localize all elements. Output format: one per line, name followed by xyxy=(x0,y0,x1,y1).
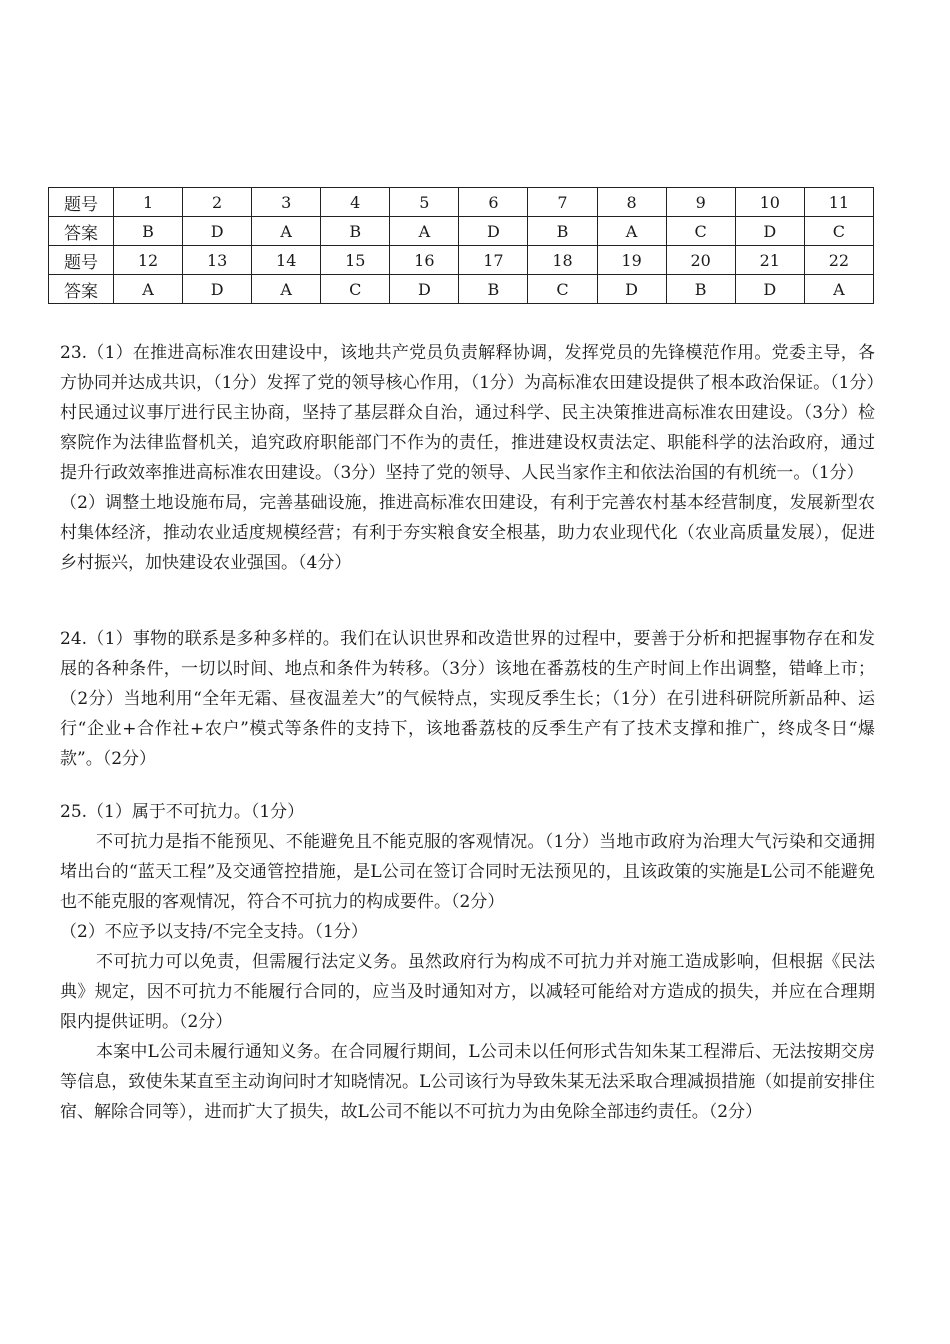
table-cell: A xyxy=(597,217,666,246)
table-cell: A xyxy=(114,275,183,304)
table-cell: B xyxy=(321,217,390,246)
table-cell: C xyxy=(528,275,597,304)
table-cell: D xyxy=(735,275,804,304)
table-cell: B xyxy=(666,275,735,304)
q25-part2: （2）不应予以支持/不完全支持。（1分） xyxy=(60,922,368,942)
row-header: 答案 xyxy=(49,275,114,304)
q23-part1: 23.（1）在推进高标准农田建设中，该地共产党员负责解释协调，发挥党员的先锋模范作用。党委主导，各方协同并达成共识，（1分）发挥了党的领导核心作用，（1分）为高标准农田建设提供了根本政治保证。（1分）村民通过议事厅进行民主协商，坚持了基层群众自治，通过科学、民主决策推进高标准农田建设。（3分）检察院作为法律监督机关，追究政府职能部门不作为的责任，推进建设权责法定、职能科学的法治政府，通过提升行政效率推进高标准农田建设。（3分）坚持了党的领导、人民当家作主和依法治国的有机统一。（1分） xyxy=(60,343,875,483)
table-cell: 12 xyxy=(114,246,183,275)
table-cell: 6 xyxy=(459,188,528,217)
table-cell: D xyxy=(390,275,459,304)
table-cell: 21 xyxy=(735,246,804,275)
table-cell: D xyxy=(735,217,804,246)
table-cell: 11 xyxy=(804,188,873,217)
table-cell: A xyxy=(252,217,321,246)
table-row xyxy=(49,188,874,217)
table-cell: 4 xyxy=(321,188,390,217)
q25-part2-explanation-b: 本案中L公司未履行通知义务。在合同履行期间，L公司未以任何形式告知朱某工程滞后、无法按期交房等信息，致使朱某直至主动询问时才知晓情况。L公司该行为导致朱某无法采取合理减损措施（如提前安排住宿、解除合同等），进而扩大了损失，故L公司不能以不可抗力为由免除全部违约责任。（2分） xyxy=(60,1042,875,1122)
row-header: 答案 xyxy=(49,217,114,246)
table-cell: 2 xyxy=(183,188,252,217)
table-row xyxy=(49,275,874,304)
q25-part1-explanation: 不可抗力是指不能预见、不能避免且不能克服的客观情况。（1分）当地市政府为治理大气污染和交通拥堵出台的“蓝天工程”及交通管控措施，是L公司在签订合同时无法预见的，且该政策的实施是L公司不能避免也不能克服的客观情况，符合不可抗力的构成要件。（2分） xyxy=(60,832,875,912)
table-cell: A xyxy=(804,275,873,304)
table-cell: 14 xyxy=(252,246,321,275)
table-cell: 3 xyxy=(252,188,321,217)
table-cell: 1 xyxy=(114,188,183,217)
q24-part1: 24.（1）事物的联系是多种多样的。我们在认识世界和改造世界的过程中，要善于分析和把握事物存在和发展的各种条件，一切以时间、地点和条件为转移。（3分）该地在番荔枝的生产时间上作出调整，错峰上市；（2分）当地利用“全年无霜、昼夜温差大”的气候特点，实现反季生长；（1分）在引进科研院所新品种、运行“企业+合作社+农户”模式等条件的支持下，该地番荔枝的反季生产有了技术支撑和推广，终成冬日“爆款”。（2分） xyxy=(60,629,875,769)
table-cell: 5 xyxy=(390,188,459,217)
question-25-answer xyxy=(60,797,875,1127)
table-cell: 7 xyxy=(528,188,597,217)
table-cell: A xyxy=(252,275,321,304)
table-cell: B xyxy=(459,275,528,304)
table-cell: 20 xyxy=(666,246,735,275)
table-cell: B xyxy=(114,217,183,246)
q25-part2-explanation-a: 不可抗力可以免责，但需履行法定义务。虽然政府行为构成不可抗力并对施工造成影响，但根据《民法典》规定，因不可抗力不能履行合同的，应当及时通知对方，以减轻可能给对方造成的损失，并应在合理期限内提供证明。（2分） xyxy=(60,952,875,1032)
table-cell: C xyxy=(321,275,390,304)
table-cell: D xyxy=(183,275,252,304)
question-24-answer xyxy=(60,624,875,774)
table-cell: 18 xyxy=(528,246,597,275)
table-cell: C xyxy=(666,217,735,246)
answer-table xyxy=(48,187,874,304)
table-cell: 9 xyxy=(666,188,735,217)
table-cell: B xyxy=(528,217,597,246)
table-cell: A xyxy=(390,217,459,246)
table-cell: 16 xyxy=(390,246,459,275)
question-23-answer xyxy=(60,338,875,578)
table-cell: D xyxy=(459,217,528,246)
table-row xyxy=(49,246,874,275)
table-cell: C xyxy=(804,217,873,246)
table-cell: D xyxy=(597,275,666,304)
table-cell: 10 xyxy=(735,188,804,217)
table-cell: 17 xyxy=(459,246,528,275)
table-cell: D xyxy=(183,217,252,246)
table-cell: 8 xyxy=(597,188,666,217)
q25-part1: 25.（1）属于不可抗力。（1分） xyxy=(60,802,305,822)
table-cell: 15 xyxy=(321,246,390,275)
table-cell: 13 xyxy=(183,246,252,275)
q23-part2: （2）调整土地设施布局，完善基础设施，推进高标准农田建设，有利于完善农村基本经营制度，发展新型农村集体经济，推动农业适度规模经营；有利于夯实粮食安全根基，助力农业现代化（农业高质量发展），促进乡村振兴，加快建设农业强国。（4分） xyxy=(60,493,875,573)
row-header: 题号 xyxy=(49,246,114,275)
row-header: 题号 xyxy=(49,188,114,217)
table-cell: 19 xyxy=(597,246,666,275)
table-row xyxy=(49,217,874,246)
table-cell: 22 xyxy=(804,246,873,275)
